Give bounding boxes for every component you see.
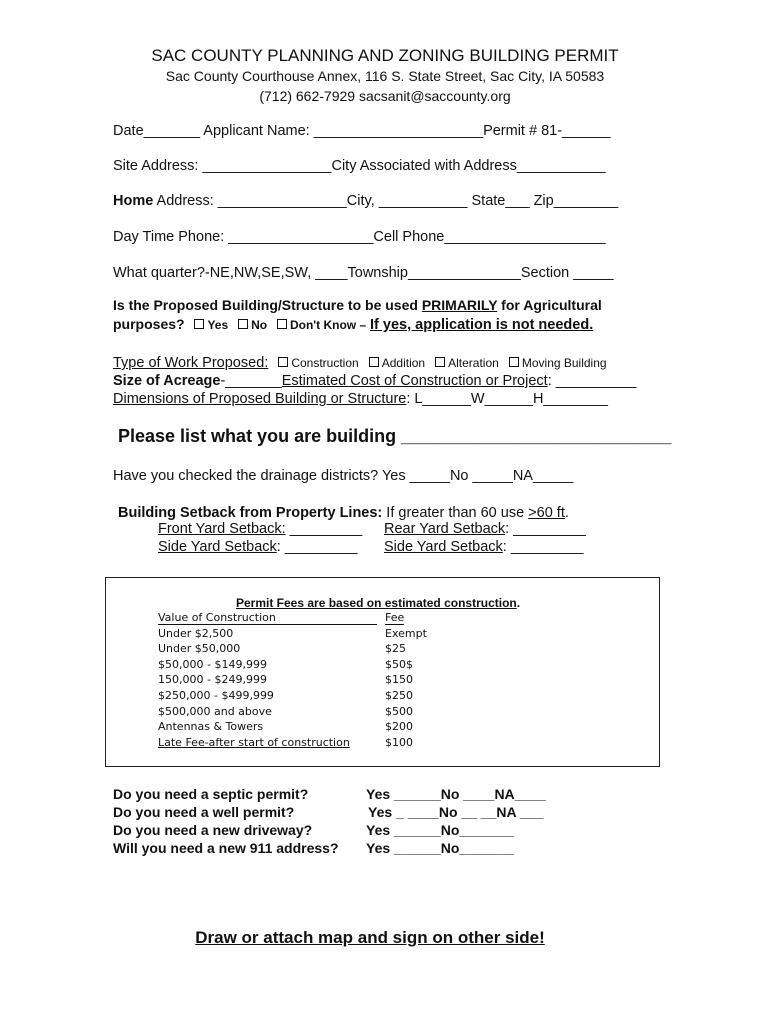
addition-checkbox[interactable] [369, 357, 379, 367]
office-contact: (712) 662-7929 sacsanit@saccounty.org [259, 88, 511, 104]
fee-heading-dot: . [516, 596, 521, 610]
side-setback-label-2: Side Yard Setback [384, 539, 503, 555]
work-type-label: Type of Work Proposed: [113, 355, 269, 371]
setback-heading-line [118, 505, 569, 521]
ag-purposes: purposes? [113, 316, 185, 332]
work-type-line [113, 355, 607, 371]
site-address-line[interactable]: Site Address: ________________City Associated with Address___________ [113, 158, 606, 174]
rear-setback-field[interactable] [384, 521, 586, 537]
fee-amount: $500 [385, 705, 413, 718]
ag-yes-checkbox[interactable] [194, 319, 204, 329]
home-label: Home [113, 193, 154, 209]
acreage-label: Size of Acreage [113, 373, 221, 389]
fee-amount: $150 [385, 673, 413, 686]
rear-setback-label: Rear Yard Setback [384, 521, 506, 537]
ag-no-label: No [251, 318, 268, 332]
addition-label: Addition [381, 356, 426, 370]
fee-value: 150,000 - $249,999 [158, 673, 267, 686]
setback-rule-value: >60 ft [528, 505, 565, 521]
well-answer[interactable]: Yes _ ____No __ __NA ___ [368, 804, 544, 820]
ag-primarily: PRIMARILY [421, 297, 498, 313]
ag-yes-label: Yes [207, 318, 229, 332]
fee-amount: $200 [385, 720, 413, 733]
fee-amount: $25 [385, 642, 406, 655]
setback-heading: Building Setback from Property Lines: [118, 505, 383, 521]
fee-value: Under $2,500 [158, 627, 234, 640]
front-setback-field[interactable] [158, 521, 362, 537]
address-911-question: Will you need a new 911 address? [113, 840, 339, 856]
septic-answer[interactable]: Yes ______No ____NA____ [366, 786, 546, 802]
side-setback-field-2[interactable] [384, 539, 583, 555]
ag-not-needed-note: If yes, application is not needed. [370, 317, 594, 333]
ag-question-line-2 [113, 316, 593, 333]
septic-question: Do you need a septic permit? [113, 786, 309, 802]
setback-rule-end: . [564, 505, 569, 521]
acreage-cost-line[interactable] [113, 373, 636, 389]
ag-question-line-1 [113, 297, 602, 313]
front-setback-label: Front Yard Setback: [158, 521, 286, 537]
office-address: Sac County Courthouse Annex, 116 S. State Street, Sac City, IA 50583 [165, 68, 605, 84]
well-question: Do you need a well permit? [113, 804, 295, 820]
fee-heading: Permit Fees are based on estimated construction [236, 596, 517, 610]
fee-heading-line [236, 596, 520, 610]
cost-blank: : __________ [547, 373, 637, 389]
ag-dont-know-label: Don't Know – [289, 318, 367, 332]
fee-value: $50,000 - $149,999 [158, 658, 267, 671]
side-setback-blank-2: : _________ [502, 539, 584, 555]
building-description-line[interactable] [118, 426, 671, 447]
construction-checkbox[interactable] [278, 357, 288, 367]
address-911-answer[interactable]: Yes ______No_______ [366, 840, 514, 856]
acreage-blank: -_______ [220, 373, 282, 389]
side-setback-label-1: Side Yard Setback [158, 539, 277, 555]
fee-amount: $100 [385, 736, 413, 749]
fee-amount: Exempt [385, 627, 427, 640]
driveway-question: Do you need a new driveway? [113, 822, 313, 838]
ag-text-a: Is the Proposed Building/Structure to be used [113, 297, 422, 313]
rear-setback-blank: : _________ [505, 521, 586, 537]
date-applicant-permit-line[interactable]: Date_______ Applicant Name: _____________________Permit # 81-______ [113, 123, 611, 139]
fee-value: $250,000 - $499,999 [158, 689, 274, 702]
fee-amount: $50$ [385, 658, 413, 671]
dimensions-label: Dimensions of Proposed Building or Structure [113, 391, 407, 407]
moving-building-label: Moving Building [521, 356, 607, 370]
home-address-rest: Address: ________________City, ___________ State___ Zip________ [153, 193, 619, 209]
ag-dont-know-checkbox[interactable] [277, 319, 287, 329]
dimensions-line[interactable] [113, 391, 608, 407]
building-blank: ___________________________ [401, 426, 672, 446]
construction-label: Construction [291, 356, 359, 370]
cost-label: Estimated Cost of Construction or Project [281, 373, 548, 389]
phone-line[interactable]: Day Time Phone: __________________Cell Phone____________________ [113, 229, 606, 245]
fee-amount: $250 [385, 689, 413, 702]
alteration-checkbox[interactable] [435, 357, 445, 367]
building-label: Please list what you are building [118, 426, 402, 446]
home-address-line[interactable] [113, 193, 618, 209]
drainage-line[interactable]: Have you checked the drainage districts? Yes _____No _____NA_____ [113, 468, 574, 484]
ag-text-b: for Agricultural [497, 297, 602, 313]
side-setback-blank-1: : _________ [276, 539, 358, 555]
moving-building-checkbox[interactable] [509, 357, 519, 367]
side-setback-field-1[interactable] [158, 539, 357, 555]
form-title: SAC COUNTY PLANNING AND ZONING BUILDING PERMIT [151, 46, 619, 65]
fee-value: $500,000 and above [158, 705, 272, 718]
fee-value: Late Fee-after start of construction [158, 736, 350, 749]
driveway-answer[interactable]: Yes ______No_______ [366, 822, 514, 838]
fee-column-header: Fee [385, 611, 405, 624]
fee-value: Under $50,000 [158, 642, 241, 655]
location-line[interactable]: What quarter?-NE,NW,SE,SW, ____Township______________Section _____ [113, 265, 614, 281]
dimensions-blank: : L______W______H________ [406, 391, 608, 407]
value-column-header: Value of Construction [158, 611, 377, 625]
ag-no-checkbox[interactable] [238, 319, 248, 329]
footer-note: Draw or attach map and sign on other side! [195, 928, 545, 947]
alteration-label: Alteration [448, 356, 499, 370]
front-setback-blank: _________ [285, 521, 363, 537]
setback-rule: If greater than 60 use [382, 505, 529, 521]
fee-value: Antennas & Towers [158, 720, 264, 733]
